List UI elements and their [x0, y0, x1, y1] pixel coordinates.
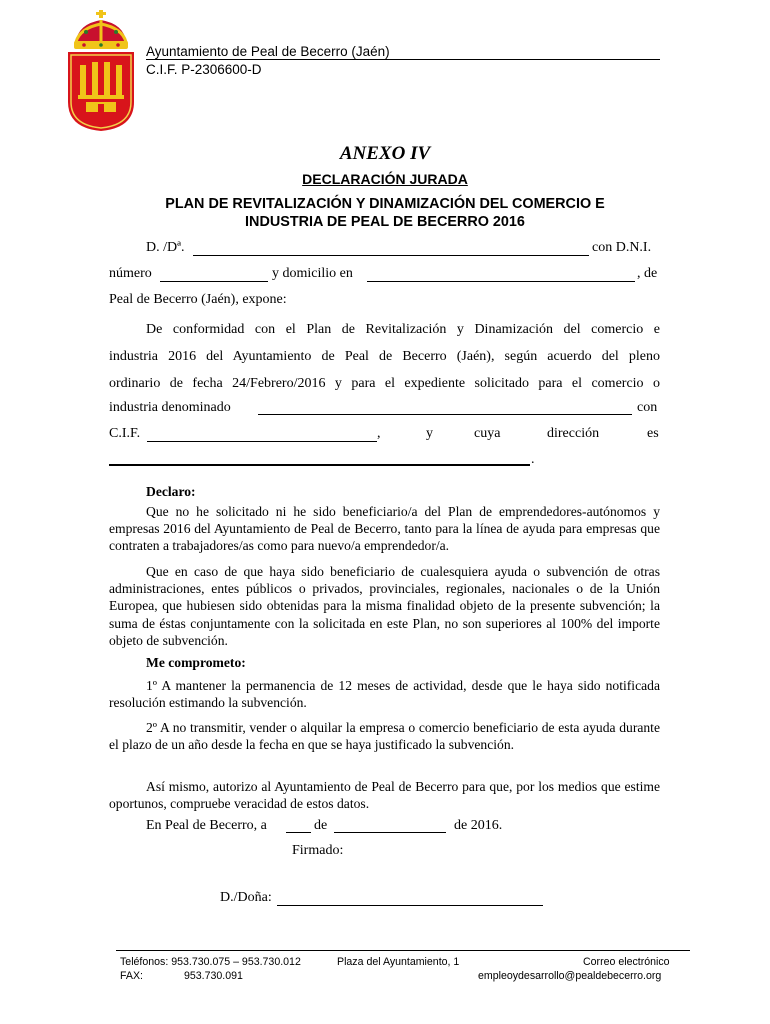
month-field[interactable] — [334, 832, 446, 833]
coat-of-arms-logo — [62, 10, 140, 132]
label-con-dni: con D.N.I. — [592, 240, 652, 255]
label-comma: , — [377, 426, 381, 441]
label-direccion: dirección — [547, 426, 600, 441]
cif-field[interactable] — [147, 441, 377, 442]
header-org-name: Ayuntamiento de Peal de Becerro (Jaén) — [146, 44, 390, 59]
declaro-heading: Declaro: — [146, 484, 196, 499]
annex-title: ANEXO IV — [339, 143, 431, 164]
footer-rule — [116, 950, 690, 951]
compromiso-heading: Me comprometo: — [146, 655, 246, 670]
d-dona-label: D./Doña: — [220, 890, 272, 905]
business-name-field[interactable] — [258, 414, 632, 415]
firmado-label: Firmado: — [292, 843, 344, 858]
header-cif: C.I.F. P-2306600-D — [146, 62, 262, 77]
business-address-field[interactable] — [109, 464, 530, 466]
label-peal-expone: Peal de Becerro (Jaén), expone: — [109, 292, 287, 307]
declaration-title: DECLARACIÓN JURADA — [302, 171, 468, 187]
compromiso-paragraph-3: Así mismo, autorizo al Ayuntamiento de Peal de Becerro para que, por los medios que estime oportunos, compruebe veracidad de estos datos. — [109, 779, 660, 812]
label-numero: número — [109, 266, 152, 281]
footer-email[interactable]: empleoydesarrollo@pealdebecerro.org — [478, 970, 662, 982]
declaro-paragraph-1: Que no he solicitado ni he sido beneficiario/a del Plan de emprendedores-autónomos y empresas 2016 del Ayuntamiento de Peal de Becerro, tanto para la línea de ayuda para empresas que contraten a trabajadores/as como para nuevo/a emprendedor/a. — [109, 504, 660, 554]
footer-phones: Teléfonos: 953.730.075 – 953.730.012 — [120, 956, 301, 968]
label-cif: C.I.F. — [109, 426, 141, 441]
footer-fax-label: FAX: — [120, 970, 143, 982]
closing-de: de — [314, 818, 328, 833]
name-field[interactable] — [193, 255, 589, 256]
conformidad-line3: ordinario de fecha 24/Febrero/2016 y para el expediente solicitado para el comercio o — [109, 376, 660, 391]
compromiso-paragraph-2: 2º A no transmitir, vender o alquilar la empresa o comercio beneficiario de esta ayuda durante el plazo de un año desde la fecha en que se haya justificado la subvención. — [109, 720, 660, 753]
label-es: es — [647, 426, 659, 441]
label-d-da: D. /Dª. — [146, 240, 185, 255]
declaro-paragraph-2: Que en caso de que haya sido beneficiario de cualesquiera ayuda o subvención de otras administraciones, entes públicos o privados, provinciales, regionales, nacionales o de la Unión Europea, que hubiesen sido obtenidas para la misma finalidad objeto de la presente subvención; la suma de éstas conjuntamente con la solicitada en este Plan, no son superiores al 100% del importe objeto de subvención. — [109, 564, 660, 648]
address-field[interactable] — [367, 281, 635, 282]
crown-icon — [74, 10, 128, 49]
footer-email-label: Correo electrónico — [583, 956, 670, 968]
plan-title-line2: INDUSTRIA DE PEAL DE BECERRO 2016 — [245, 214, 525, 230]
label-con: con — [637, 400, 658, 415]
day-field[interactable] — [286, 832, 311, 833]
label-cuya: cuya — [474, 426, 501, 441]
dni-number-field[interactable] — [160, 281, 268, 282]
conformidad-line1: De conformidad con el Plan de Revitalización y Dinamización del comercio e — [146, 322, 660, 337]
label-industria-denominado: industria denominado — [109, 400, 231, 415]
footer-fax-value: 953.730.091 — [184, 970, 243, 982]
shield-icon — [68, 52, 134, 131]
plan-title-line1: PLAN DE REVITALIZACIÓN Y DINAMIZACIÓN DEL COMERCIO E — [165, 196, 605, 212]
closing-year: de 2016. — [454, 818, 503, 833]
label-y-domicilio: y domicilio en — [272, 266, 353, 281]
conformidad-line2: industria 2016 del Ayuntamiento de Peal de Becerro (Jaén), según acuerdo del pleno — [109, 349, 660, 364]
label-y: y — [426, 426, 433, 441]
label-de: , de — [637, 266, 658, 281]
footer-address: Plaza del Ayuntamiento, 1 — [337, 956, 460, 968]
compromiso-paragraph-1: 1º A mantener la permanencia de 12 meses de actividad, desde que le haya sido notificada resolución estimando la subvención. — [109, 678, 660, 711]
header-underline — [146, 59, 660, 60]
label-period: . — [531, 452, 535, 467]
closing-en-peal: En Peal de Becerro, a — [146, 818, 267, 833]
signature-name-field[interactable] — [277, 905, 543, 906]
